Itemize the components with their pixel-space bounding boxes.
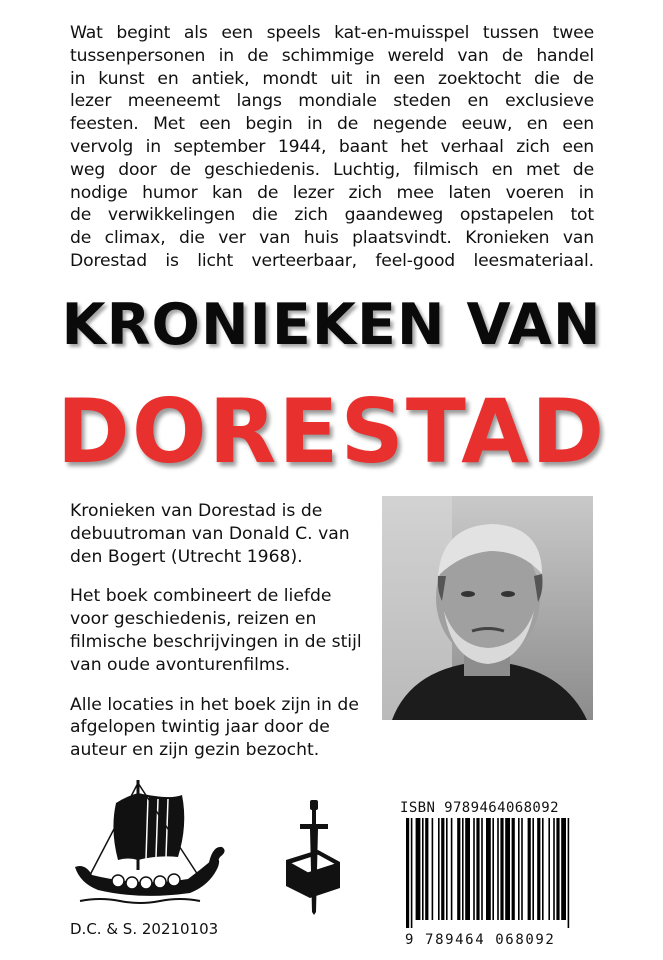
title-line-1: KRONIEKEN VAN (61, 292, 602, 358)
blurb-line: in kunst en antiek, mondt uit in een zoektocht die de (70, 68, 594, 89)
barcode-bar (542, 818, 544, 920)
barcode-bar (505, 818, 510, 920)
barcode-bar (422, 818, 424, 920)
barcode-bar (518, 818, 520, 920)
bio-paragraph: Kronieken van Dorestad is de debuutroman van Donald C. van den Bogert (Utrecht 1968). (70, 501, 350, 567)
barcode-bar (473, 818, 475, 920)
back-cover-blurb (70, 22, 594, 273)
barcode-bar (451, 818, 453, 920)
barcode-bar (568, 818, 570, 928)
barcode-bar (406, 818, 409, 928)
barcode-bar (411, 818, 413, 928)
barcode-bar (446, 818, 448, 920)
barcode-bar (462, 818, 464, 920)
barcode-bar (416, 818, 421, 920)
blurb-line: Dorestad is licht verteerbaar, feel-good leesmateriaal. (70, 250, 594, 271)
barcode-bar (441, 818, 444, 920)
bio-paragraph: Alle locaties in het boek zijn in de afgelopen twintig jaar door de auteur en zijn gezin bezocht. (70, 694, 359, 761)
barcode-bar (561, 818, 566, 920)
barcode-bar (457, 818, 460, 920)
blurb-line: lezer meeneemt langs mondiale steden en exclusieve (70, 91, 594, 112)
barcode-bar (497, 818, 499, 920)
barcode-bar (432, 818, 434, 920)
blurb-line: tussenpersonen in de schimmige wereld van de handel (70, 45, 594, 66)
blurb-line: de climax, die ver van huis plaatsvindt. Kronieken van (70, 228, 594, 249)
barcode-bar (553, 818, 555, 920)
barcode-bar (476, 818, 479, 920)
isbn-digits: 9 789464 068092 (405, 932, 556, 948)
barcode-bar (500, 818, 503, 920)
barcode-bar (438, 818, 440, 920)
barcode-bar (486, 818, 491, 920)
barcode-bar (556, 818, 559, 920)
blurb-line: feesten. Met een begin in de negende eeuw, en een (70, 114, 594, 135)
blurb-line: nodige humor kan de lezer zich mee laten voeren in (70, 182, 594, 203)
viking-ship-icon (70, 775, 230, 914)
barcode-bar (532, 818, 534, 920)
barcode-bar (528, 818, 531, 920)
author-photo (382, 496, 593, 720)
barcode-bar (512, 818, 515, 920)
barcode-bar (492, 818, 494, 920)
blurb-line: Wat begint als een speels kat-en-muisspel tussen twee (70, 23, 594, 43)
barcode-bar (465, 818, 470, 920)
barcode-bar (537, 818, 540, 920)
blurb-line: vervolg in september 1944, baant het verhaal zich een (70, 136, 594, 157)
blurb-line: weg door de geschiedenis. Luchtig, filmisch en met de (70, 159, 594, 180)
barcode-bar (548, 818, 550, 920)
bio-paragraph: Het boek combineert de liefde voor geschiedenis, reizen en filmische beschrijvingen in de stijl van oude avonturenfilms. (70, 586, 362, 675)
sword-book-icon (280, 800, 350, 919)
author-bio (70, 500, 370, 779)
barcode-bar (425, 818, 428, 920)
barcode-bar (481, 818, 483, 920)
publisher-code: D.C. & S. 20210103 (70, 920, 219, 938)
title-line-2: DORESTAD (56, 380, 607, 483)
barcode-bar (521, 818, 523, 920)
isbn-barcode (398, 792, 596, 952)
blurb-line: de verwikkelingen die zich gaandeweg opstapelen tot (70, 205, 594, 226)
isbn-label: ISBN 9789464068092 (400, 800, 559, 816)
